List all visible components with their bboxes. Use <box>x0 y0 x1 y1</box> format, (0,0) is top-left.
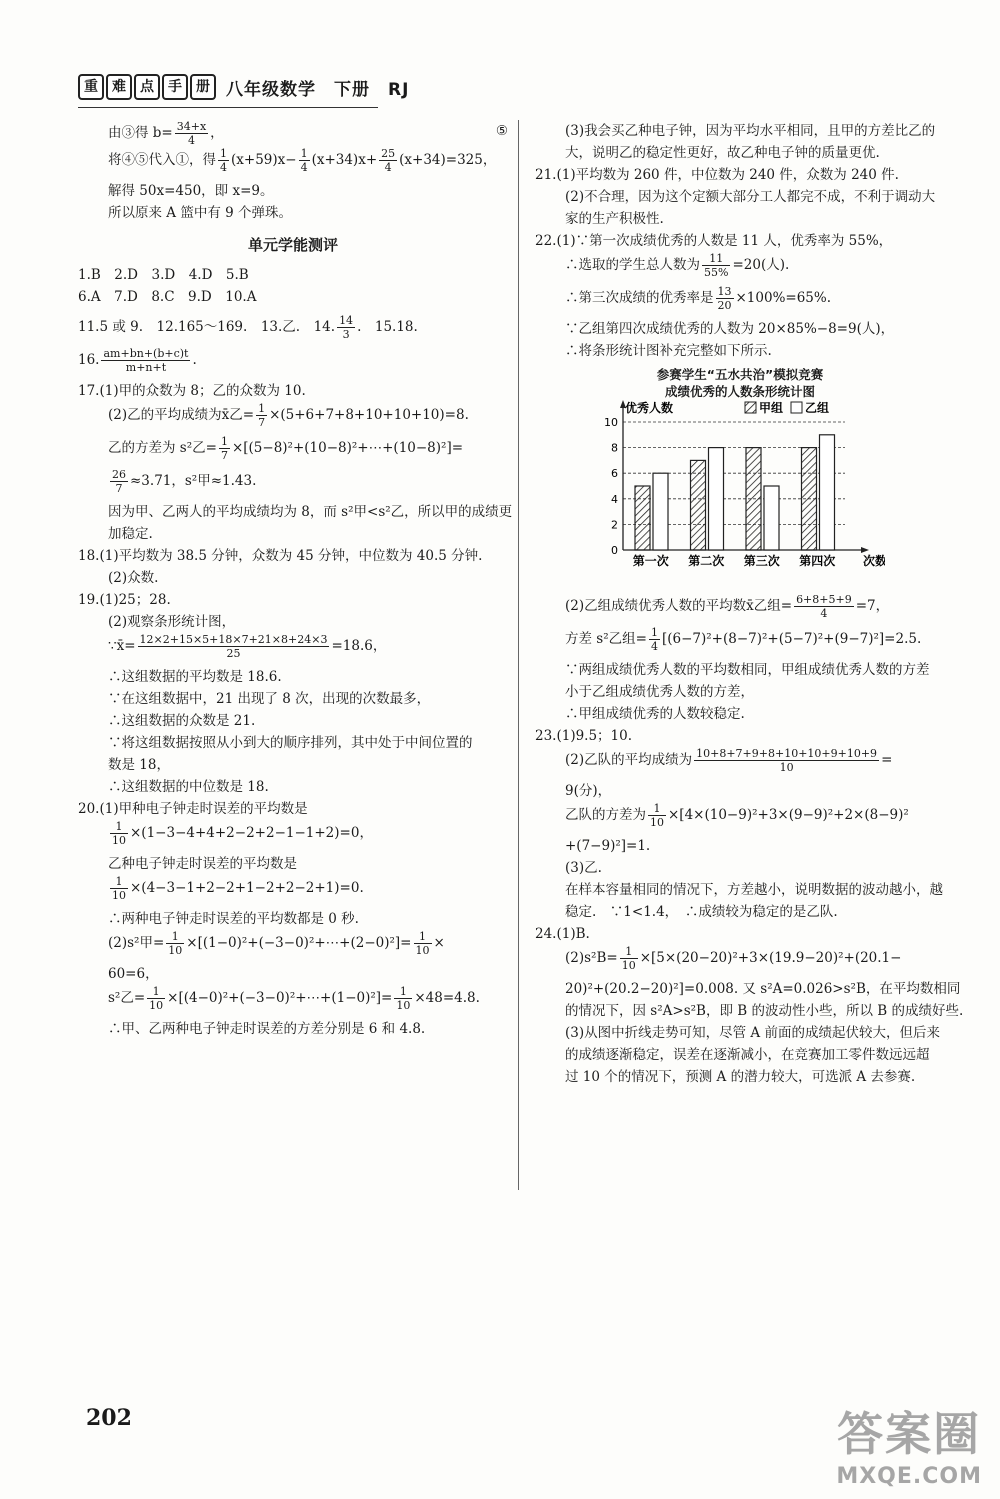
bar-chart <box>595 366 955 585</box>
y-tick-label: 6 <box>611 467 618 481</box>
text-line: 家的生产积极性. <box>565 211 664 227</box>
text-line: ∵将这组数据按照从小到大的顺序排列，其中处于中间位置的 <box>108 735 473 751</box>
text-line: (2)不合理，因为这个定额大部分工人都完不成，不利于调动大 <box>565 189 936 205</box>
text-line: 小于乙组成绩优秀人数的方差， <box>565 684 754 700</box>
text-line: 乙种电子钟走时误差的平均数是 <box>108 856 297 872</box>
bar-yi <box>764 486 779 550</box>
text-line: (2)s²B= $\frac{1}{10}$ ×[5×(20−20)²+3×(19.9−20)²+(20.1− <box>565 945 902 972</box>
legend-swatch-yi <box>791 402 802 413</box>
y-tick-label: 2 <box>611 518 618 532</box>
text-line: ∴第三次成绩的优秀率是 $\frac{13}{20}$ ×100%=65%. <box>565 285 832 312</box>
brand-char: 点 <box>134 74 160 100</box>
text-line: 方差 s²乙组= $\frac{1}{4}$ [(6−7)²+(8−7)²+(5−7)²+(9−7)²]=2.5. <box>565 626 922 653</box>
answer-line: 6.A 7.D 8.C 9.D 10.A <box>78 289 257 305</box>
text-line: s²乙= $\frac{1}{10}$ ×[(4−0)²+(−3−0)²+⋯+(1−0)²]= $\frac{1}{10}$ ×48=4.8. <box>108 985 480 1012</box>
answer-line: 11.5 或 9. 12.165～169. 13.乙. 14. $\frac{14}{3}$ . 15.18. <box>78 314 418 341</box>
text-line: (3)从图中折线走势可知，尽管 A 前面的成绩起伏较大，但后来 <box>565 1025 940 1041</box>
text-line: 的情况下，因 s²A>s²B，即 B 的波动性小些，所以 B 的成绩好些. <box>565 1003 964 1019</box>
text-line: (3)乙. <box>565 860 602 876</box>
header-rule <box>78 107 378 108</box>
text-line: ∴这组数据的平均数是 18.6. <box>108 669 282 685</box>
watermark-text: 答案圈 <box>837 1407 982 1461</box>
x-axis-arrow <box>861 547 869 553</box>
text-line: 所以原来 A 篮中有 9 个弹珠。 <box>108 205 293 221</box>
text-line: ∵x̄= $\frac{12\times 2+15\times 5+18\times 7+21\times 8+24\times 3}{25}$ =18.6， <box>108 633 387 660</box>
text-line: $\frac{1}{10}$ ×(1−3−4+4+2−2+2−1−1+2)=0， <box>112 820 373 847</box>
text-line: 60=6， <box>108 966 159 982</box>
text-line: $\frac{1}{10}$ ×(4−3−1+2−2+1−2+2−2+1)=0. <box>112 875 364 902</box>
left-column <box>78 120 513 1040</box>
text-line: 18.(1)平均数为 38.5 分钟，众数为 45 分钟，中位数为 40.5 分钟. <box>78 548 483 564</box>
bar-jia <box>746 448 761 550</box>
text-line: 9(分)， <box>565 783 612 799</box>
chart-title: 参赛学生“五水共治”模拟竞赛 <box>656 367 824 382</box>
text-line: 数是 18， <box>108 757 170 773</box>
text-line: ∴甲组成绩优秀的人数较稳定. <box>565 706 745 722</box>
text-line: 大，说明乙的稳定性更好，故乙种电子钟的质量更优. <box>565 145 880 161</box>
text-line: 在样本容量相同的情况下，方差越小，说明数据的波动越小，越 <box>565 882 943 898</box>
text-line: 将④⑤代入①，得 $\frac{1}{4}$ (x+59)x− $\frac{1}{4}$ (x+34)x+ $\frac{25}{4}$ (x+34)=325， <box>108 147 497 174</box>
page-header <box>78 74 409 100</box>
bar-jia <box>691 460 706 550</box>
text-line: ∵在这组数据中，21 出现了 8 次，出现的次数最多， <box>108 691 431 707</box>
bar-chart-svg <box>595 400 885 578</box>
right-column <box>535 120 964 1088</box>
answer-line: 1.B 2.D 3.D 4.D 5.B <box>78 267 249 283</box>
x-tick-label: 第二次 <box>688 554 725 568</box>
section-title: 单元学能测评 <box>247 236 338 254</box>
chart-subtitle: 成绩优秀的人数条形统计图 <box>664 384 815 399</box>
text-line: ∴两种电子钟走时误差的平均数都是 0 秒. <box>108 911 359 927</box>
y-axis-label: 优秀人数 <box>625 401 674 415</box>
text-line: 过 10 个的情况下，预测 A 的潜力较大，可选派 A 去参赛. <box>565 1069 916 1085</box>
column-divider <box>518 120 519 1190</box>
bar-yi <box>709 448 724 550</box>
text-line: ∵两组成绩优秀人数的平均数相同，甲组成绩优秀人数的方差 <box>565 662 930 678</box>
text-line: ∴选取的学生总人数为 $\frac{11}{55\%}$ =20(人). <box>565 252 790 279</box>
brand-char: 册 <box>190 74 216 100</box>
x-tick-label: 第四次 <box>799 554 836 568</box>
legend-label: 甲组 <box>759 401 784 415</box>
text-line: 24.(1)B. <box>535 926 590 942</box>
bar-yi <box>820 435 835 550</box>
text-line: 23.(1)9.5；10. <box>535 728 633 744</box>
text-line: (2)乙的平均成绩为x̄乙= $\frac{1}{7}$ ×(5+6+7+8+10+10+10)=8. <box>108 402 469 429</box>
text-line: 19.(1)25；28. <box>78 592 171 608</box>
text-line: (2)乙组成绩优秀人数的平均数x̄乙组= $\frac{6+8+5+9}{4}$ =7， <box>565 593 890 620</box>
text-line: 乙队的方差为 $\frac{1}{10}$ ×[4×(10−9)²+3×(9−9)²+2×(8−9)² <box>565 802 909 829</box>
text-line: 解得 50x=450，即 x=9。 <box>108 183 274 199</box>
text-line: 因为甲、乙两人的平均成绩均为 8，而 s²甲<s²乙，所以甲的成绩更 <box>108 504 513 520</box>
text-line: ∴将条形统计图补充完整如下所示. <box>565 343 772 359</box>
text-line: (2)s²甲= $\frac{1}{10}$ ×[(1−0)²+(−3−0)²+⋯+(2−0)²]= $\frac{1}{10}$ × <box>108 930 445 957</box>
brand-char: 手 <box>162 74 188 100</box>
text-line: (3)我会买乙种电子钟，因为平均水平相同，且甲的方差比乙的 <box>565 123 936 139</box>
brand-logo <box>78 74 216 100</box>
answer-line: 16. $\frac{am+bn+(b+c)t}{m+n+t}$ . <box>78 347 197 374</box>
text-line: 的成绩逐渐稳定，误差在逐渐减小，在竞赛加工零件数远远超 <box>565 1047 930 1063</box>
bar-jia <box>802 448 817 550</box>
y-tick-label: 8 <box>611 441 618 455</box>
text-line: 22.(1)∵第一次成绩优秀的人数是 11 人，优秀率为 55%， <box>535 233 893 249</box>
header-title: 八年级数学 下册 RJ <box>226 79 410 100</box>
bar-jia <box>635 486 650 550</box>
bar-yi <box>653 473 668 550</box>
text-line: 21.(1)平均数为 260 件，中位数为 240 件，众数为 240 件. <box>535 167 899 183</box>
watermark-logo <box>836 1398 982 1489</box>
brand-char: 重 <box>78 74 104 100</box>
text-line: 17.(1)甲的众数为 8；乙的众数为 10. <box>78 383 306 399</box>
text-line: (2)乙队的平均成绩为 $\frac{10+8+7+9+8+10+10+9+10+9}{10}$ = <box>565 747 893 774</box>
y-tick-label: 0 <box>611 544 618 557</box>
legend-label: 乙组 <box>805 401 830 415</box>
text-line: 20)²+(20.2−20)²]=0.008. 又 s²A=0.026>s²B，在平均数相同 <box>565 981 961 997</box>
text-line: +(7−9)²]=1. <box>565 838 651 854</box>
x-axis-label: 次数 <box>862 554 885 568</box>
y-tick-label: 10 <box>604 416 618 429</box>
text-line: $\frac{26}{7}$ ≈3.71，s²甲≈1.43. <box>112 468 257 495</box>
text-line: ∴这组数据的众数是 21. <box>108 713 256 729</box>
x-tick-label: 第三次 <box>743 554 780 568</box>
watermark-site: MXQE.COM <box>836 1464 982 1489</box>
legend-swatch-jia <box>745 402 756 413</box>
text-line: ∴甲、乙两种电子钟走时误差的方差分别是 6 和 4.8. <box>108 1021 426 1037</box>
text-line: ∵乙组第四次成绩优秀的人数为 20×85%−8=9(人)， <box>565 321 895 337</box>
x-tick-label: 第一次 <box>632 554 669 568</box>
text-line: (2)观察条形统计图， <box>108 614 236 630</box>
text-line: 乙的方差为 s²乙= $\frac{1}{7}$ ×[(5−8)²+(10−8)²+⋯+(10−8)²]= <box>108 435 464 462</box>
text-line: ∴这组数据的中位数是 18. <box>108 779 269 795</box>
text-line: 20.(1)甲种电子钟走时误差的平均数是 <box>78 801 308 817</box>
brand-char: 难 <box>106 74 132 100</box>
y-tick-label: 4 <box>611 492 618 506</box>
text-line: 加稳定. <box>108 526 153 542</box>
text-line: 由③得 b= $\frac{34+x}{4}$ ， ⑤ <box>108 120 508 147</box>
text-line: (2)众数. <box>108 570 159 586</box>
page-number: 202 <box>86 1405 132 1431</box>
text-line: 稳定. ∵1<1.4， ∴成绩较为稳定的是乙队. <box>565 904 838 920</box>
